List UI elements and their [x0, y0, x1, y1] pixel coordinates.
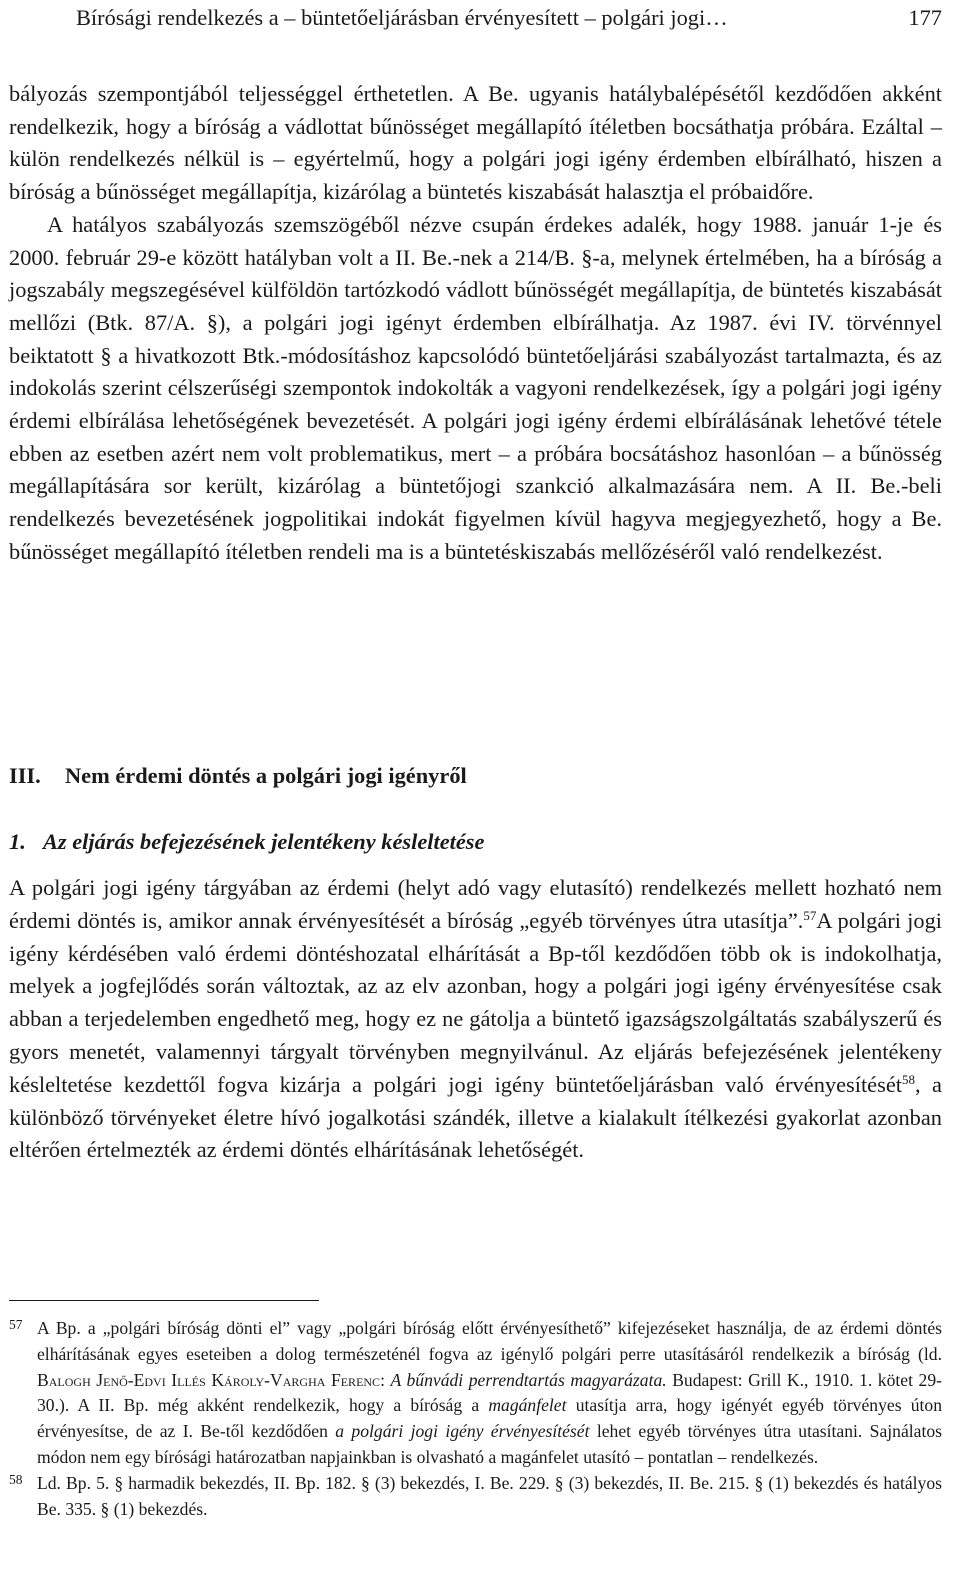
section-heading — [9, 760, 942, 792]
paragraph: bályozás szempontjából teljességgel érthetetlen. A Be. ugyanis hatálybalépésétől kezdődően akként rendelkezik, hogy a bíróság a vádlottat bűnösséget megállapító ítéletben bocsáthatja próbára. Ezáltal – külön rendelkezés nélkül is – egyértelmű, hogy a polgári jogi igény érdemben elbírálható, hiszen a bíróság a bűnösséget megállapítja, kizárólag a büntetés kiszabását halasztja el próbaidőre. — [9, 81, 942, 205]
footnote-ref-57[interactable]: 57 — [803, 907, 817, 923]
running-header-title: Bírósági rendelkezés a – büntetőeljárásban érvényesített – polgári jogi… — [76, 5, 728, 30]
section-text — [9, 872, 942, 1167]
section-number: III. — [9, 763, 41, 788]
body-text — [9, 78, 942, 569]
footnote-separator — [9, 1300, 319, 1301]
text-span: A Bp. a „polgári bíróság dönti el” vagy „polgári bíróság előtt érvényesíthető” kifejezéseket használja, de az érdemi döntés elhárításának egyes eseteiben a dolog természeténél fogva az igénylő polgári perre utasításáról rendelkezik a bíróság (ld. — [37, 1318, 942, 1364]
text-span: Ld. Bp. 5. § harmadik bekezdés, II. Bp. 182. § (3) bekezdés, I. Be. 229. § (3) bekezdés, II. Be. 215. § (1) bekezdés és hatályos Be. 335. § (1) bekezdés. — [37, 1472, 942, 1519]
footnote-58 — [9, 1471, 942, 1523]
text-span: utasítja arra, hogy igényét egyéb törvényes úton érvényesítse, de az I. Be-től kezdődően — [37, 1395, 943, 1442]
footnote-number: 58 — [9, 1471, 23, 1487]
footnotes — [9, 1316, 942, 1522]
paragraph: A hatályos szabályozás szemszögéből nézve csupán érdekes adalék, hogy 1988. január 1-je és 2000. február 29-e között hatályban volt a II. Be.-nek a 214/B. §-a, melynek értelmében, ha a bíróság a jogszabály megszegésével külföldön tartózkodó vádlott bűnösségét megállapítja, de büntetés kiszabását mellőzi (Btk. 87/A. §), a polgári jogi igényt érdemben elbírálhatja. Az 1987. évi IV. törvénnyel beiktatott § a hivatkozott Btk.-módosításhoz kapcsolódó büntetőeljárási szabályozást tartalmazta, és az indokolás szerint célszerűségi szempontok indokolták a vagyoni rendelkezések, így a polgári jogi igény érdemi elbírálása lehetőségének bevezetését. A polgári jogi igény érdemi elbírálásának lehetővé tétele ebben az esetben azért nem volt problematikus, mert – a próbára bocsátáshoz hasonlóan – a bűnösség megállapítására sor került, kizárólag a büntetőjogi szankció alkalmazására nem. A II. Be.-beli rendelkezés bevezetésének jogpolitikai indokát figyelmen kívül hagyva megjegyezhető, hogy a Be. bűnösséget megállapító ítéletben rendeli ma is a büntetéskiszabás mellőzéséről való rendelkezést. — [9, 211, 942, 564]
text-span: A polgári jogi igény kérdésében való érdemi döntéshozatal elhárítását a Bp-től kezdődően több ok is indokolhatja, melyek a jogfejlődés során változtak, az az elv azonban, hogy a polgári jogi igény érvényesítése csak abban a terjedelemben engedhető meg, hogy ez ne gátolja a büntető igazságszolgáltatás szabályszerű és gyors menetét, valamennyi tárgyalt törvényben megnyilvánul. Az eljárás befejezésének jelentékeny késleltetése kezdettől fogva kizárja a polgári jogi igény büntetőeljárásban való érvényesítését — [9, 907, 942, 1097]
text-span: lehet egyéb törvényes útra utasítani. Sajnálatos módon nem egy bírósági határozatban napjainkban is olvasható a magánfelet utasító – pontatlan – rendelkezés. — [37, 1421, 942, 1467]
paragraph — [9, 872, 942, 1167]
subsection-title: Az eljárás befejezésének jelentékeny késleltetése — [43, 829, 485, 854]
footnote-57 — [9, 1316, 942, 1471]
section-title: Nem érdemi döntés a polgári jogi igényről — [65, 763, 467, 788]
footnote-ref-58[interactable]: 58 — [901, 1071, 915, 1087]
footnote-number: 57 — [9, 1317, 23, 1332]
text-span: : — [380, 1369, 391, 1390]
text-span: Budapest: Grill K., 1910. 1. kötet 29-30.). A II. Bp. még akként rendelkezik, hogy a bíróság a — [37, 1369, 942, 1416]
footnote-authors: Balogh Jenő-Edvi Illés Károly-Vargha Ferenc — [37, 1369, 381, 1390]
emphasis: magánfelet — [488, 1395, 567, 1416]
running-header — [76, 2, 942, 34]
emphasis: a polgári jogi igény érvényesítését — [335, 1421, 590, 1442]
text-span: A polgári jogi igény tárgyában az érdemi (helyt adó vagy elutasító) rendelkezés mellett hozható nem érdemi döntés is, amikor annak érvényesítését a bíróság „egyéb törvényes útra utasítja”. — [9, 875, 942, 933]
subsection-number: 1. — [9, 829, 26, 854]
page-number: 177 — [908, 5, 942, 30]
footnote-book-title: A bűnvádi perrendtartás magyarázata. — [390, 1369, 667, 1390]
text-span: , a különböző törvényeket életre hívó jogalkotási szándék, illetve a kialakult ítélkezési gyakorlat azonban eltérően értelmezték az érdemi döntés elhárításának lehetőségét. — [9, 1071, 942, 1163]
subsection-heading — [9, 826, 942, 858]
